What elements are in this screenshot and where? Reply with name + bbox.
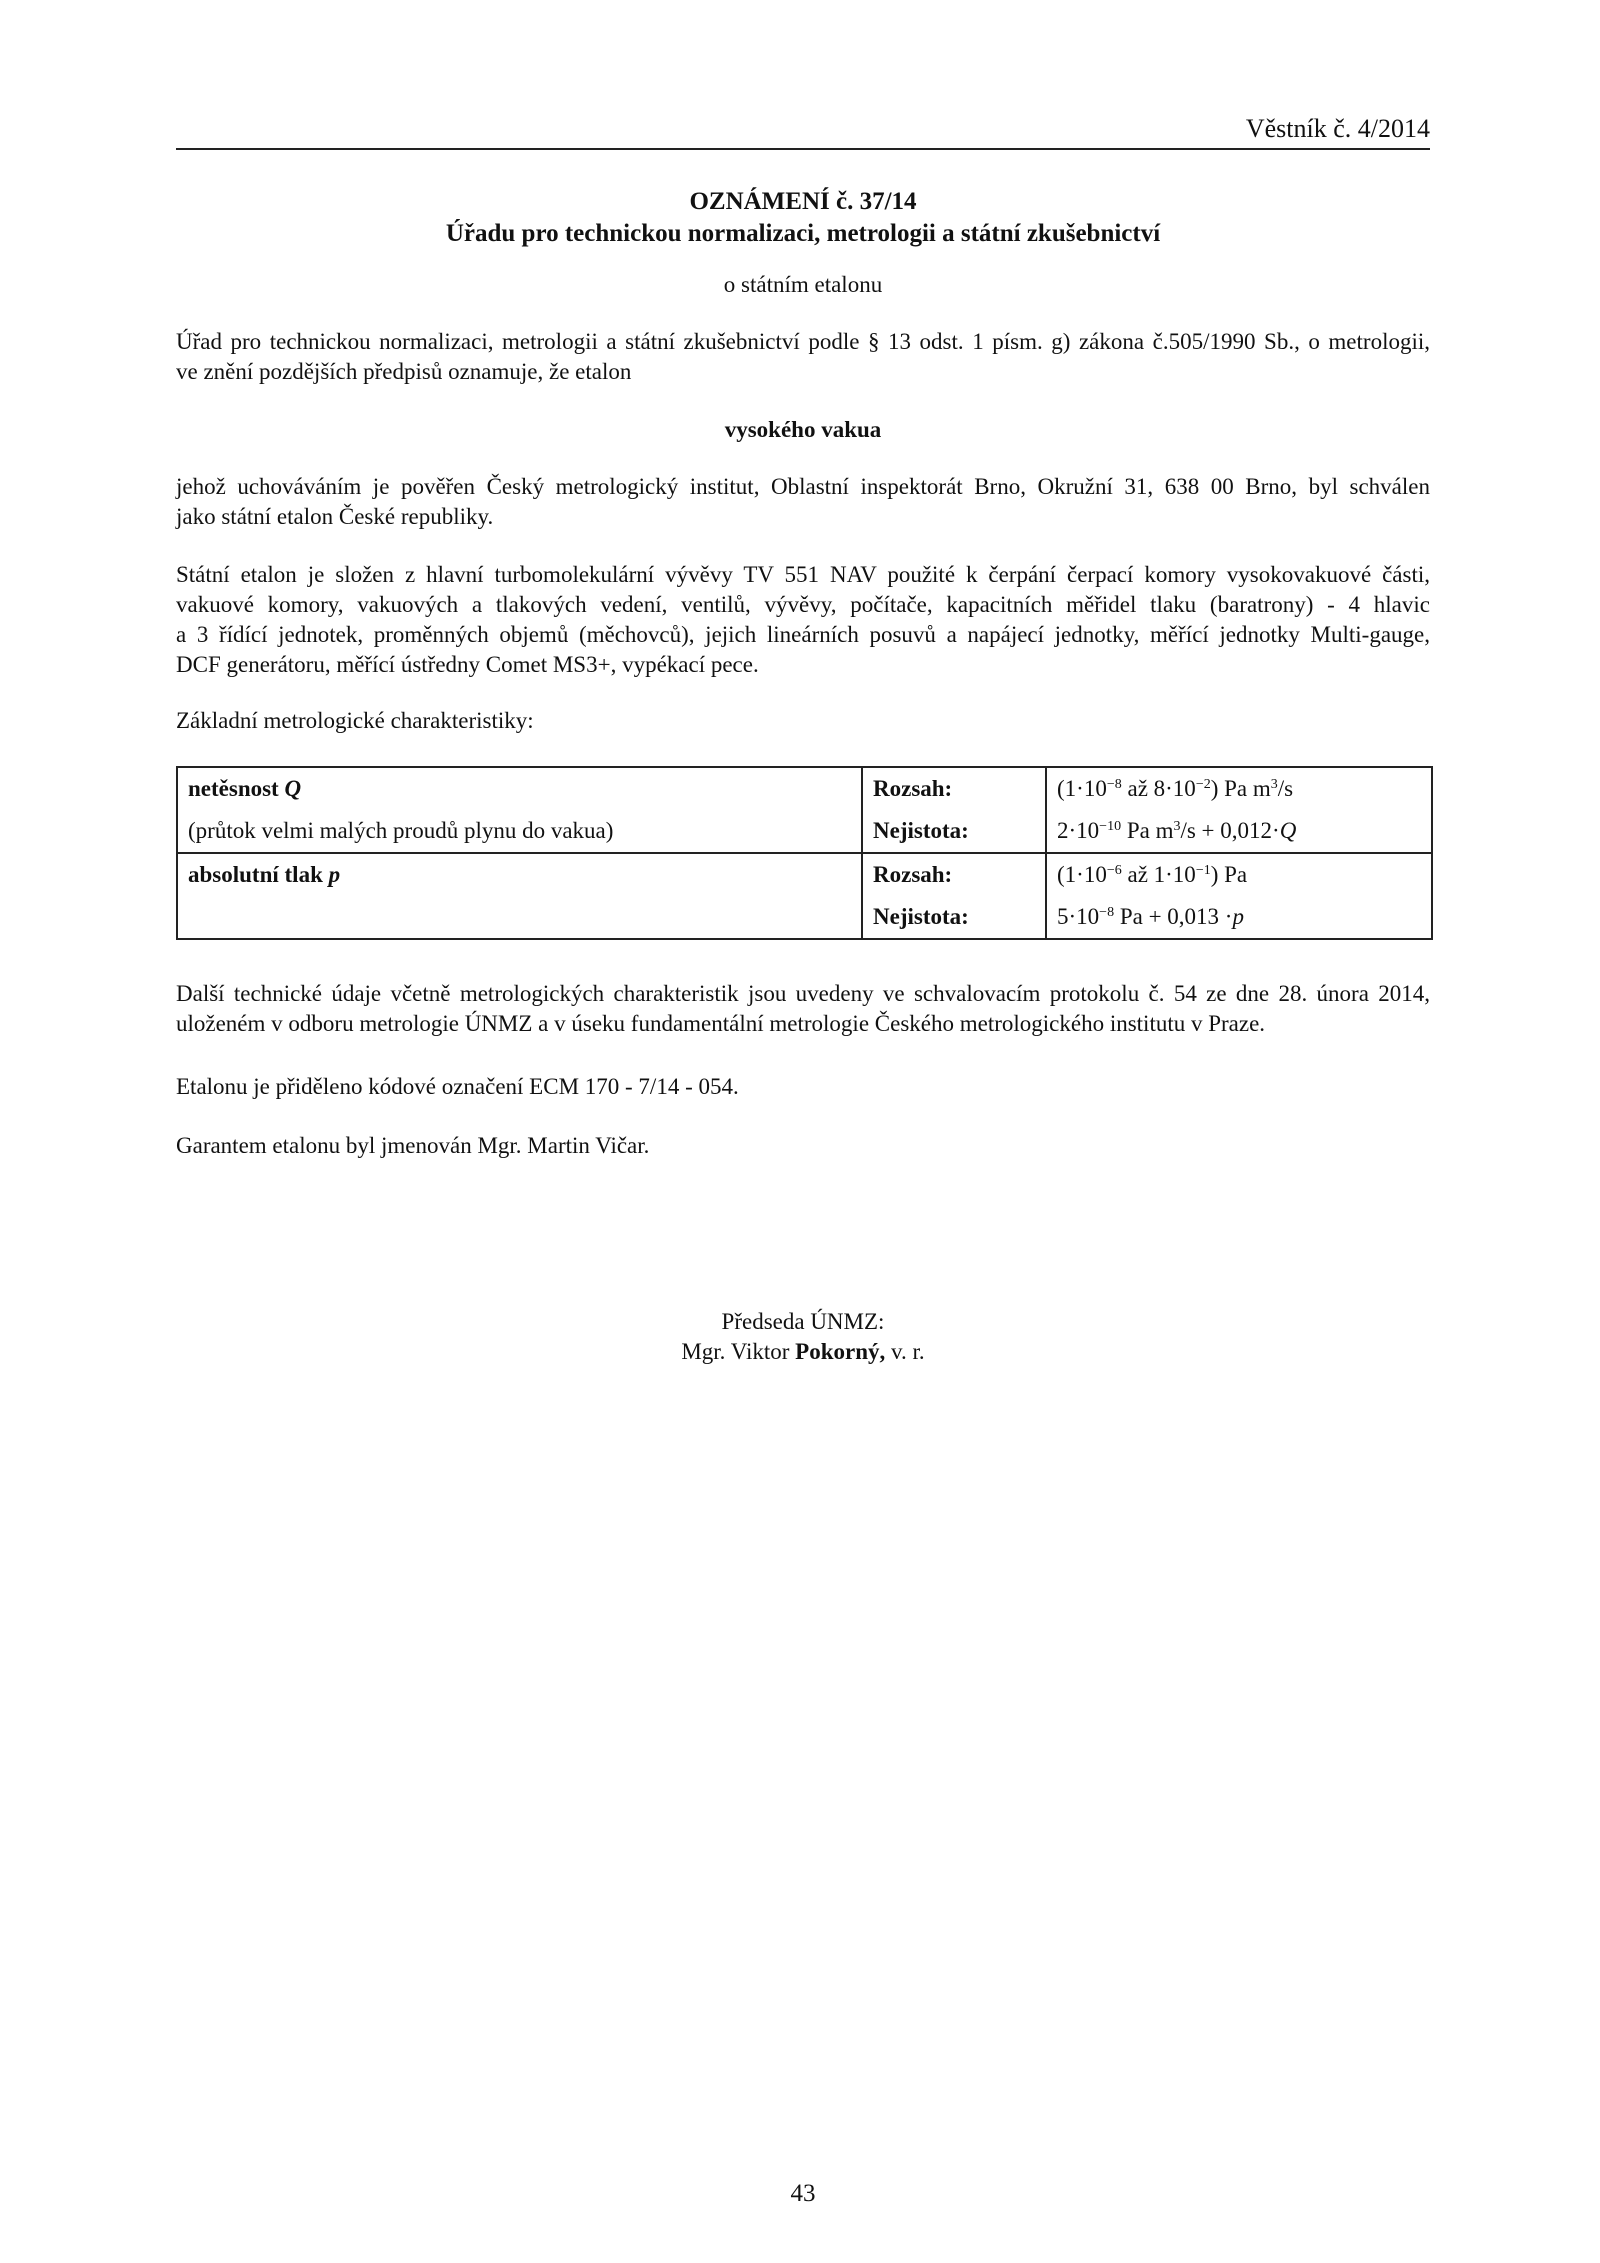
intro-line: Úřad pro technickou normalizaci, metrologii a státní zkušebnictví podle § 13 odst. 1 písm. g) zákona č.505/1990 Sb., o metrologii,: [176, 329, 1430, 354]
uncertainty-label: Nejistota:: [862, 896, 1046, 939]
etalon-name: vysokého vakua: [724, 417, 882, 442]
custody-paragraph: [176, 472, 1430, 532]
composition-line: vakuové komory, vakuových a tlakových vedení, ventilů, vývěvy, počítače, kapacitních měřidel tlaku (baratrony) - 4 hlavic: [176, 591, 1430, 617]
composition-line: a 3 řídící jednotek, proměnných objemů (měchovců), jejich lineárních posuvů a napájecí jednotky, měřící jednotky Multi-gauge,: [176, 621, 1430, 647]
range-value: ($1\cdot 10^{-6}$ až $1\cdot 10^{-1}$) Pa: [1057, 862, 1248, 888]
quantity-cell: netěsnost Q: [177, 767, 862, 810]
quantity-symbol: p: [328, 862, 341, 888]
journal-header: [176, 112, 1430, 150]
table-row: [177, 853, 1432, 896]
range-label: Rozsah:: [862, 853, 1046, 896]
range-value: ($1\cdot 10^{-8}$ až $8\cdot 10^{-2}$) Pa $m^3/s$: [1057, 776, 1294, 802]
signature-role: Předseda ÚNMZ:: [721, 1309, 885, 1334]
signature-name: Mgr. Viktor Pokorný, v. r.: [681, 1339, 925, 1364]
table-row: [177, 810, 1432, 853]
intro-paragraph: [176, 327, 1430, 387]
protocol-paragraph: [176, 979, 1430, 1039]
custody-line: jako státní etalon České republiky.: [176, 503, 494, 529]
protocol-line: uloženém v odboru metrologie ÚNMZ a v úseku fundamentální metrologie Českého metrologického institutu v Praze.: [176, 1010, 1266, 1036]
empty-cell: [177, 896, 862, 939]
uncertainty-value: $5\cdot 10^{-8}$ Pa + 0,013 ·p: [1057, 904, 1244, 930]
characteristics-label: Základní metrologické charakteristiky:: [176, 708, 534, 733]
custody-line: jehož uchováváním je pověřen Český metrologický institut, Oblastní inspektorát Brno, Okružní 31, 638 00 Brno, byl schválen: [176, 474, 1430, 499]
quantity-symbol: Q: [284, 776, 302, 802]
quantity-cell: absolutní tlak p: [177, 853, 862, 896]
notice-authority: Úřadu pro technickou normalizaci, metrologii a státní zkušebnictví: [445, 220, 1161, 247]
journal-issue: Věstník č. 4/2014: [1245, 114, 1430, 143]
signature-surname: Pokorný,: [795, 1339, 886, 1364]
table-row: [177, 896, 1432, 939]
composition-paragraph: [176, 560, 1430, 680]
guarantor-paragraph: Garantem etalonu byl jmenován Mgr. Martin Vičar.: [176, 1133, 650, 1158]
characteristics-table: [176, 766, 1433, 940]
range-label: Rozsah:: [862, 767, 1046, 810]
notice-number: OZNÁMENÍ č. 37/14: [689, 188, 917, 215]
composition-line: Státní etalon je složen z hlavní turbomolekulární vývěvy TV 551 NAV použité k čerpání čerpací komory vysokovakuové části,: [176, 562, 1430, 587]
composition-line: DCF generátoru, měřící ústředny Comet MS3+, vypékací pece.: [176, 651, 759, 677]
page-number: 43: [790, 2180, 816, 2207]
table-row: [177, 767, 1432, 810]
uncertainty-value: $2\cdot 10^{-10}$ Pa $m^3/s + 0,012\cdot Q$: [1046, 810, 1432, 853]
uncertainty-label: Nejistota:: [862, 810, 1046, 853]
intro-line: ve znění pozdějších předpisů oznamuje, že etalon: [176, 358, 632, 384]
code-paragraph: Etalonu je přiděleno kódové označení ECM 170 - 7/14 - 054.: [176, 1074, 739, 1099]
protocol-line: Další technické údaje včetně metrologických charakteristik jsou uvedeny ve schvalovacím protokolu č. 54 ze dne 28. února 2014,: [176, 981, 1430, 1006]
quantity-note: (průtok velmi malých proudů plynu do vakua): [177, 810, 862, 853]
notice-subject: o státním etalonu: [723, 272, 883, 297]
